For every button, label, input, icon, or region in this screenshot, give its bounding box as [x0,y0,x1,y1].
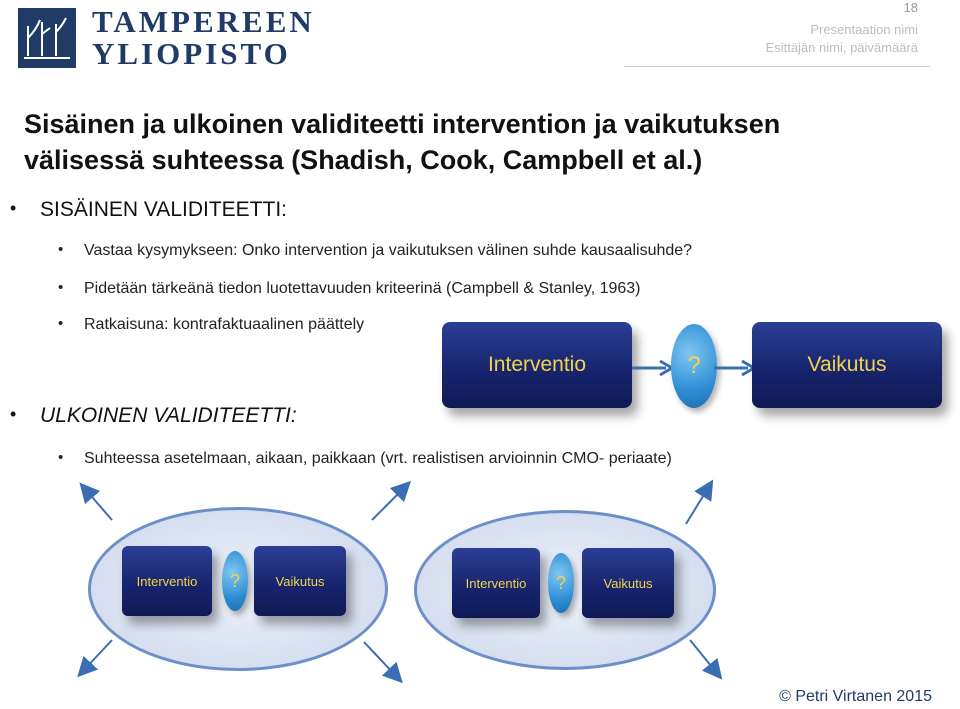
university-logo-icon [18,8,76,68]
intervention-label: Interventio [465,575,527,591]
list-item [58,241,693,260]
arrow-icon [86,490,112,520]
external-validity-label: ULKOINEN VALIDITEETTI: [40,404,297,427]
internal-validity-label: SISÄINEN VALIDITEETTI [40,198,282,221]
question-drop [548,553,574,613]
logo-text-line1: TAMPEREEN [92,4,315,39]
bullet-dot: • [58,279,64,296]
list-item-text: Ratkaisuna: kontrafaktuaalinen päättely [84,316,365,333]
intervention-box [122,546,212,616]
list-item [58,449,672,468]
presenter-and-date: Esittäjän nimi, päivämäärä [765,40,918,55]
list-item-text: Pidetään tärkeänä tiedon luotettavuuden kriteerinä (Campbell & Stanley, 1963) [84,280,641,297]
arrow-icon [690,640,716,672]
intervention-box [452,548,540,618]
effect-box [582,548,674,618]
header-divider [624,66,930,67]
effect-box [752,322,942,408]
internal-validity-colon: : [281,198,288,221]
effect-box [254,546,346,616]
logo-text-line2: YLIOPISTO [92,36,291,71]
bullet-dot: • [58,315,64,332]
list-item-text: Vastaa kysymykseen: Onko intervention ja vaikutuksen välinen suhde kausaalisuhde? [84,242,693,259]
bullet-dot: • [58,449,64,466]
bullet-dot: • [58,241,64,258]
arrow-icon [364,642,396,676]
slide-title: Sisäinen ja ulkoinen validiteetti intervention ja vaikutuksen välisessä suhteessa (Shadish, Cook, Campbell et al.) [24,109,781,175]
bullet-dot: • [10,404,17,424]
question-drop [671,324,717,408]
effect-label: Vaikutus [603,575,653,591]
intervention-label: Interventio [136,573,198,589]
intervention-label: Interventio [487,353,587,376]
question-mark: ? [555,572,566,593]
arrow-icon [686,488,708,524]
question-mark: ? [229,570,240,591]
question-drop [222,551,248,611]
effect-label: Vaikutus [275,573,325,589]
list-item [58,315,365,334]
copyright-text: © Petri Virtanen 2015 [779,688,932,705]
effect-label: Vaikutus [807,353,887,376]
arrow-right-icon [630,355,676,381]
list-item [58,279,641,298]
arrow-icon [372,488,404,520]
presentation-name: Presentaation nimi [810,22,918,37]
page-number: 18 [903,0,918,15]
external-validity-heading [10,404,297,428]
internal-validity-heading [10,198,288,222]
list-item-text: Suhteessa asetelmaan, aikaan, paikkaan (vrt. realistisen arvioinnin CMO- periaate) [84,450,672,467]
bullet-dot: • [10,198,17,218]
arrow-icon [84,640,112,670]
question-mark: ? [687,352,701,379]
intervention-box [442,322,632,408]
